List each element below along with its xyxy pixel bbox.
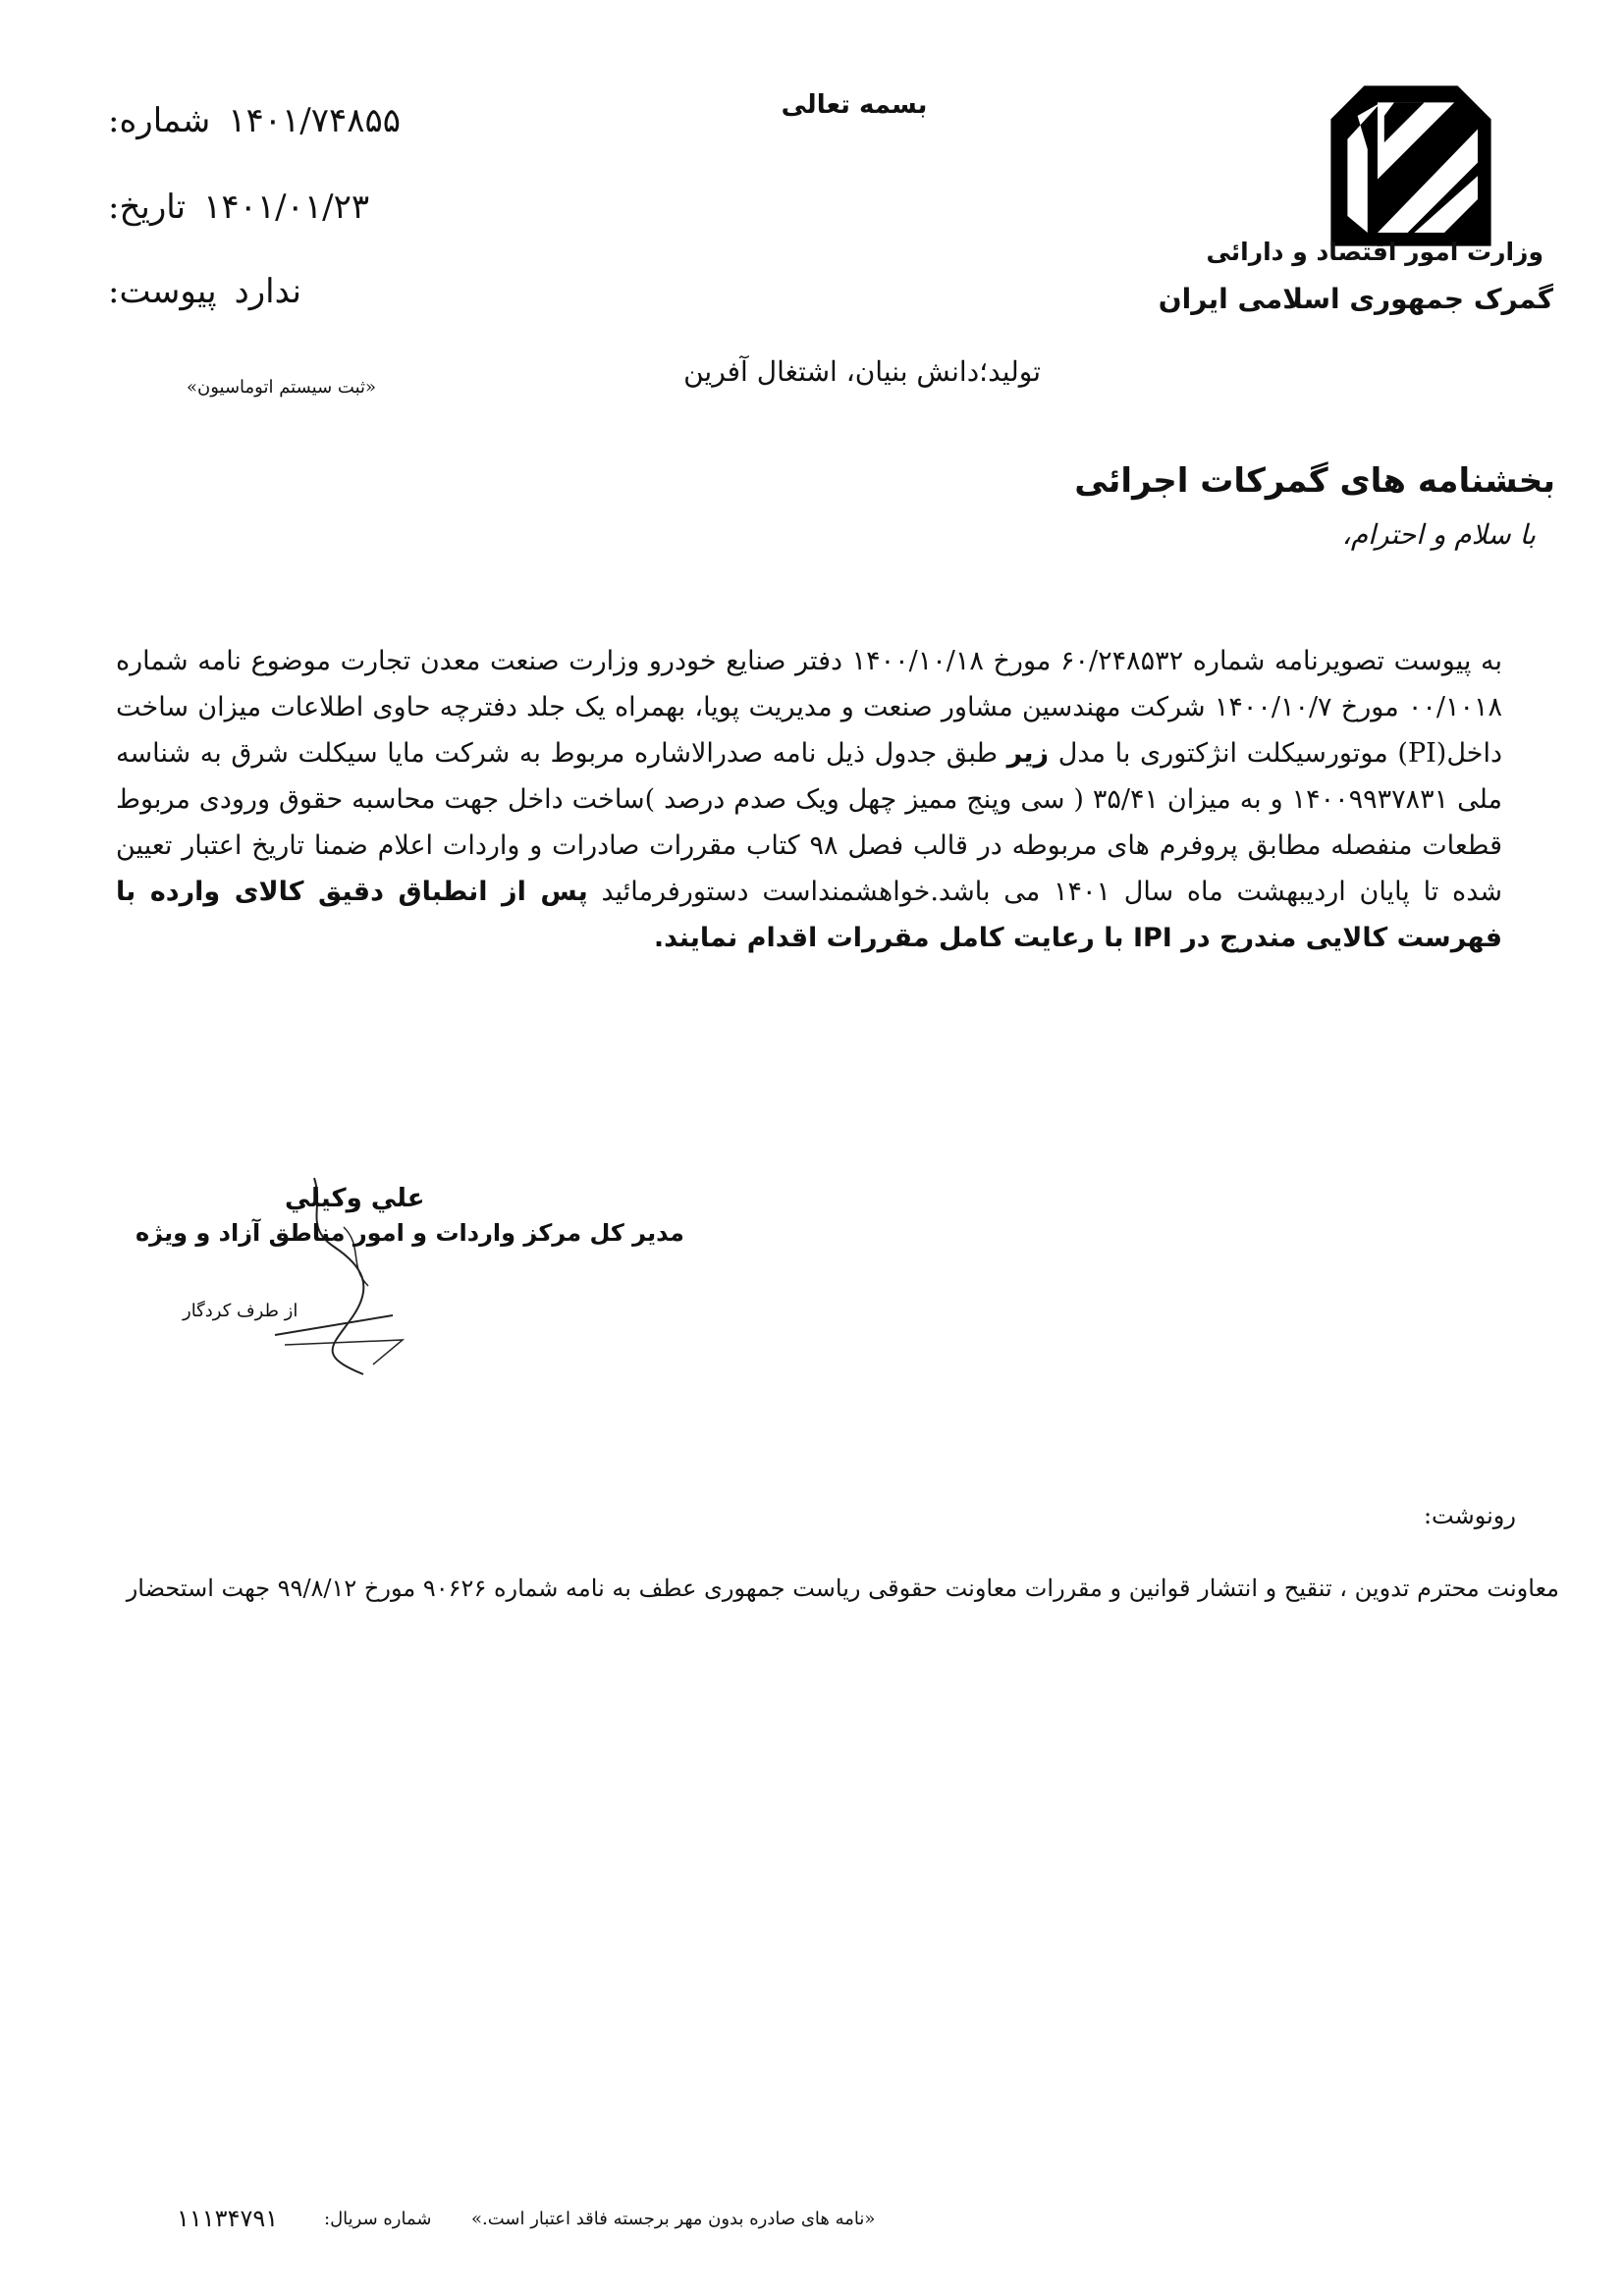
body-paragraph-2: طبق جدول ذیل نامه صدرالاشاره مربوط به شرکت مایا سیکلت شرق به شناسه ملی ۱۴۰۰۹۹۳۷۸۳۱ و به میزان ۳۵/۴۱ ( سی وپنج ممیز چهل ویک صدم درصد )ساخت داخل جهت محاسبه حقوق ورودی مربوط قطعات منفصله مطابق پروفرم های مربوطه در قالب فصل ۹۸ کتاب مقررات صادرات و واردات اعلام ضمنا تاریخ اعتبار تعیین شده تا پایان اردیبهشت ماه سال ۱۴۰۱ می باشد.خواهشمنداست دستورفرمائید [116, 738, 1503, 907]
signatory-name: علي وكيلي [285, 1184, 425, 1213]
cc-recipient: معاونت محترم تدوین ، تنقیح و انتشار قوانین و مقررات معاونت حقوقی ریاست جمهوری عطف به نامه شماره ۹۰۶۲۶ مورخ ۹۹/۸/۱۲ جهت استحضار [126, 1575, 1559, 1602]
closing-instruction: پس از انطباق دقیق کالای وارده با فهرست کالایی مندرج در IPI با رعایت کامل مقررات اقدام نمایند. [116, 877, 1502, 953]
letter-number [108, 96, 403, 145]
circular-title: بخشنامه های گمرکات اجرائی [1074, 461, 1555, 501]
serial-number-label: شماره سریال: [324, 2209, 432, 2229]
greeting: با سلام و احترام، [1341, 518, 1536, 551]
automation-registration-note: «ثبت سیستم اتوماسیون» [187, 377, 377, 398]
basmeh-heading: بسمه تعالی [781, 90, 928, 120]
serial-number-value: ۱۱۱۳۴۷۹۱ [177, 2205, 279, 2232]
ministry-name: وزارت امور اقتصاد و دارائی [1206, 238, 1543, 266]
letter-number-label: شماره: [108, 101, 211, 140]
letter-attachment-value: ندارد [234, 272, 301, 311]
signatory-title: مدیر کل مرکز واردات و امور مناطق آزاد و ویژه [135, 1219, 684, 1247]
letter-number-value: ۱۴۰۱/۷۴۸۵۵ [228, 101, 402, 140]
letter-attachment [108, 267, 403, 316]
model-bold-text: زیر [1006, 738, 1050, 769]
footer-validity-note: «نامه های صادره بدون مهر برجسته فاقد اعتبار است.» [471, 2209, 876, 2229]
customs-emblem-icon [1327, 82, 1494, 249]
year-slogan: تولید؛دانش بنیان، اشتغال آفرین [683, 355, 1041, 388]
customs-name: گمرک جمهوری اسلامی ایران [1158, 283, 1553, 315]
letter-date-value: ۱۴۰۱/۰۱/۲۳ [203, 187, 370, 227]
cc-label: رونوشت: [1423, 1502, 1516, 1529]
body-paragraph-1: به پیوست تصویرنامه شماره ۶۰/۲۴۸۵۳۲ مورخ ۱۴۰۰/۱۰/۱۸ دفتر صنایع خودرو وزارت صنعت معدن تجارت موضوع نامه شماره ۰۰/۱۰۱۸ مورخ ۱۴۰۰/۱۰/۷ شرکت مهندسین مشاور صنعت و مدیریت پویا، بهمراه یک جلد دفترچه حاوی اطلاعات میزان ساخت داخل(PI) موتورسیکلت انژکتوری با مدل [116, 646, 1502, 769]
letter-date-label: تاریخ: [108, 187, 187, 227]
letter-attachment-label: پیوست: [108, 272, 217, 311]
letter-date [108, 183, 403, 232]
on-behalf-note: از طرف کردگار [183, 1301, 298, 1321]
letter-body [116, 638, 1502, 961]
